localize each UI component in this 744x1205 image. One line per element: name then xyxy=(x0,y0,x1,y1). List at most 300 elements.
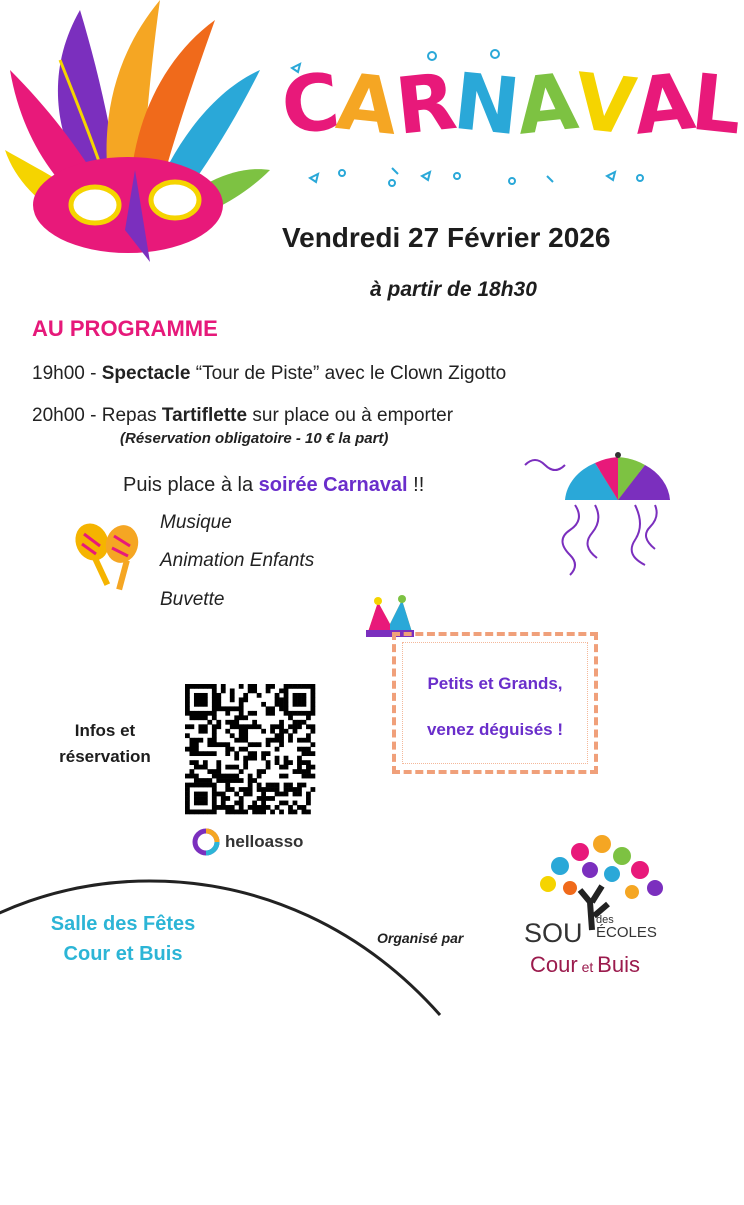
qr-module xyxy=(221,796,226,801)
qr-module xyxy=(185,796,190,801)
qr-module xyxy=(252,688,257,693)
qr-module xyxy=(306,747,311,752)
qr-module xyxy=(266,805,271,810)
qr-module xyxy=(302,720,307,725)
qr-module xyxy=(306,769,311,774)
qr-module xyxy=(234,774,239,779)
qr-module xyxy=(279,733,284,738)
qr-module xyxy=(212,774,217,779)
qr-module xyxy=(284,774,289,779)
qr-module xyxy=(243,697,248,702)
qr-module xyxy=(266,684,271,689)
qr-module xyxy=(234,778,239,783)
qr-module xyxy=(293,720,298,725)
sou-buis: Buis xyxy=(597,952,640,977)
qr-module xyxy=(257,774,262,779)
qr-module xyxy=(275,805,280,810)
qr-module xyxy=(248,756,253,761)
qr-module xyxy=(239,778,244,783)
sou-des: des xyxy=(596,914,614,926)
qr-module xyxy=(216,760,221,765)
qr-module xyxy=(302,774,307,779)
puis-highlight: soirée Carnaval xyxy=(258,474,408,496)
confetti-decoration xyxy=(282,48,682,188)
qr-module xyxy=(279,706,284,711)
qr-module xyxy=(266,688,271,693)
qr-module xyxy=(230,774,235,779)
qr-module xyxy=(207,769,212,774)
qr-module xyxy=(302,738,307,743)
qr-module xyxy=(225,765,230,770)
qr-module xyxy=(270,738,275,743)
qr-module xyxy=(257,724,262,729)
qr-module xyxy=(261,792,266,797)
qr-module xyxy=(212,738,217,743)
qr-module xyxy=(212,729,217,734)
title-letter: V xyxy=(570,57,639,153)
qr-module xyxy=(252,684,257,689)
qr-module xyxy=(225,720,230,725)
qr-module xyxy=(275,697,280,702)
event-date: Vendredi 27 Février 2026 xyxy=(282,222,611,253)
qr-module xyxy=(221,684,226,689)
qr-module xyxy=(185,747,190,752)
qr-module xyxy=(257,742,262,747)
qr-module xyxy=(212,684,217,689)
qr-module xyxy=(297,792,302,797)
qr-module xyxy=(306,684,311,689)
qr-module xyxy=(185,801,190,806)
qr-module xyxy=(239,801,244,806)
qr-module xyxy=(203,801,208,806)
qr-module xyxy=(297,769,302,774)
qr-module xyxy=(284,711,289,716)
qr-module xyxy=(194,801,199,806)
qr-module xyxy=(266,760,271,765)
sou-ecoles: ÉCOLES xyxy=(596,924,657,941)
qr-module xyxy=(288,711,293,716)
qr-module xyxy=(239,733,244,738)
qr-module xyxy=(266,796,271,801)
qr-module xyxy=(248,774,253,779)
qr-module xyxy=(306,715,311,720)
qr-module xyxy=(275,693,280,698)
bottom-curve-decoration xyxy=(0,845,440,1205)
qr-module xyxy=(270,706,275,711)
qr-module xyxy=(275,792,280,797)
qr-module xyxy=(270,729,275,734)
qr-module xyxy=(248,787,253,792)
infos-line: Infos et xyxy=(74,721,136,740)
qr-module xyxy=(297,697,302,702)
qr-module xyxy=(234,738,239,743)
qr-module xyxy=(189,751,194,756)
program-line-time: 19h00 - xyxy=(32,363,102,384)
qr-module xyxy=(194,738,199,743)
qr-module xyxy=(306,760,311,765)
qr-module xyxy=(225,778,230,783)
qr-module xyxy=(284,702,289,707)
qr-module xyxy=(225,751,230,756)
activity-item: Musique xyxy=(160,512,232,533)
program-line-bold: Spectacle xyxy=(101,363,191,384)
qr-module xyxy=(239,729,244,734)
qr-module xyxy=(221,688,226,693)
qr-module xyxy=(275,738,280,743)
qr-module xyxy=(185,733,190,738)
qr-module xyxy=(198,792,203,797)
qr-module xyxy=(225,706,230,711)
sou-et: et xyxy=(577,959,598,975)
qr-module xyxy=(203,810,208,815)
qr-module xyxy=(248,742,253,747)
qr-module xyxy=(252,756,257,761)
reservation-note: (Réservation obligatoire - 10 € la part) xyxy=(120,430,389,447)
qr-module xyxy=(275,760,280,765)
qr-module xyxy=(261,769,266,774)
qr-module xyxy=(221,742,226,747)
qr-module xyxy=(198,711,203,716)
qr-module xyxy=(185,792,190,797)
qr-module xyxy=(216,720,221,725)
qr-module xyxy=(198,724,203,729)
qr-module xyxy=(225,774,230,779)
qr-module xyxy=(198,751,203,756)
qr-module xyxy=(248,688,253,693)
qr-module xyxy=(279,697,284,702)
qr-module xyxy=(297,684,302,689)
qr-module xyxy=(302,684,307,689)
qr-module xyxy=(270,787,275,792)
qr-module xyxy=(203,765,208,770)
qr-module xyxy=(252,742,257,747)
qr-module xyxy=(212,693,217,698)
qr-module xyxy=(266,787,271,792)
qr-module xyxy=(311,729,316,734)
qr-module xyxy=(194,765,199,770)
qr-module xyxy=(239,711,244,716)
qr-module xyxy=(279,765,284,770)
qr-module xyxy=(234,715,239,720)
qr-module xyxy=(203,697,208,702)
qr-module xyxy=(279,774,284,779)
qr-module xyxy=(275,787,280,792)
qr-module xyxy=(230,733,235,738)
qr-module xyxy=(311,787,316,792)
qr-module xyxy=(306,801,311,806)
qr-module xyxy=(203,778,208,783)
qr-module xyxy=(225,729,230,734)
qr-module xyxy=(284,729,289,734)
qr-module xyxy=(216,774,221,779)
qr-module xyxy=(189,774,194,779)
qr-module xyxy=(252,778,257,783)
qr-module xyxy=(302,693,307,698)
qr-module xyxy=(279,688,284,693)
qr-module xyxy=(216,697,221,702)
qr-module xyxy=(243,738,248,743)
qr-module xyxy=(203,796,208,801)
qr-module xyxy=(216,742,221,747)
qr-module xyxy=(243,733,248,738)
qr-module xyxy=(302,805,307,810)
qr-module xyxy=(212,711,217,716)
qr-module xyxy=(275,756,280,761)
qr-module xyxy=(216,778,221,783)
qr-module xyxy=(288,787,293,792)
qr-module xyxy=(198,765,203,770)
qr-module xyxy=(279,702,284,707)
carnival-evening-line xyxy=(123,474,424,497)
qr-module xyxy=(288,805,293,810)
qr-module xyxy=(293,724,298,729)
qr-module xyxy=(212,742,217,747)
qr-module xyxy=(198,783,203,788)
qr-module xyxy=(230,720,235,725)
puis-after: !! xyxy=(407,474,425,496)
qr-module xyxy=(288,684,293,689)
qr-module xyxy=(234,765,239,770)
qr-module xyxy=(306,711,311,716)
qr-module xyxy=(212,769,217,774)
qr-module xyxy=(243,693,248,698)
qr-module xyxy=(311,693,316,698)
puis-before: Puis place à la xyxy=(123,474,259,496)
qr-module xyxy=(239,787,244,792)
qr-module xyxy=(207,810,212,815)
qr-module xyxy=(270,810,275,815)
qr-module xyxy=(203,693,208,698)
qr-module xyxy=(257,783,262,788)
qr-module xyxy=(198,729,203,734)
qr-module xyxy=(284,765,289,770)
qr-module xyxy=(194,778,199,783)
qr-module xyxy=(252,720,257,725)
qr-module xyxy=(257,693,262,698)
qr-module xyxy=(279,738,284,743)
venue-line: Salle des Fêtes xyxy=(50,913,196,935)
venue-line: Cour et Buis xyxy=(63,943,183,965)
qr-module xyxy=(198,715,203,720)
qr-module xyxy=(216,693,221,698)
qr-module xyxy=(279,742,284,747)
qr-module xyxy=(288,715,293,720)
qr-module xyxy=(239,706,244,711)
qr-module xyxy=(194,693,199,698)
qr-module xyxy=(261,751,266,756)
qr-module xyxy=(266,738,271,743)
qr-module xyxy=(311,774,316,779)
qr-module xyxy=(248,783,253,788)
qr-module xyxy=(230,765,235,770)
qr-module xyxy=(216,702,221,707)
qr-module xyxy=(266,711,271,716)
qr-module xyxy=(185,711,190,716)
qr-module xyxy=(207,778,212,783)
qr-module xyxy=(185,702,190,707)
qr-module xyxy=(203,792,208,797)
qr-module xyxy=(230,706,235,711)
qr-module xyxy=(252,751,257,756)
qr-module xyxy=(216,805,221,810)
qr-module xyxy=(311,765,316,770)
qr-module xyxy=(261,810,266,815)
qr-module xyxy=(306,738,311,743)
qr-module xyxy=(270,783,275,788)
qr-module xyxy=(252,810,257,815)
sou-des-ecoles-logo xyxy=(520,830,680,990)
qr-module xyxy=(279,792,284,797)
qr-module xyxy=(293,693,298,698)
qr-module xyxy=(212,715,217,720)
qr-module xyxy=(230,693,235,698)
qr-module xyxy=(230,688,235,693)
sou-cour: Cour xyxy=(530,952,578,977)
qr-module xyxy=(198,801,203,806)
qr-module xyxy=(266,706,271,711)
qr-module xyxy=(284,693,289,698)
qr-module xyxy=(302,697,307,702)
qr-module xyxy=(252,711,257,716)
qr-module xyxy=(261,729,266,734)
qr-module xyxy=(189,724,194,729)
qr-module xyxy=(234,801,239,806)
qr-module xyxy=(212,697,217,702)
qr-module xyxy=(234,756,239,761)
qr-module xyxy=(194,715,199,720)
qr-module xyxy=(293,801,298,806)
qr-module xyxy=(189,715,194,720)
qr-module xyxy=(297,756,302,761)
qr-module xyxy=(212,724,217,729)
costume-invitation-frame xyxy=(392,632,598,774)
qr-module xyxy=(261,805,266,810)
qr-module xyxy=(266,742,271,747)
qr-module xyxy=(198,693,203,698)
qr-module xyxy=(189,747,194,752)
qr-module xyxy=(185,693,190,698)
qr-module xyxy=(239,769,244,774)
qr-module xyxy=(284,697,289,702)
qr-module xyxy=(198,684,203,689)
qr-module xyxy=(297,805,302,810)
venue-label xyxy=(20,909,226,969)
qr-module xyxy=(306,810,311,815)
qr-code[interactable] xyxy=(185,684,315,814)
qr-module xyxy=(203,729,208,734)
qr-module xyxy=(203,711,208,716)
qr-module xyxy=(185,783,190,788)
title-letter: A xyxy=(332,57,401,153)
qr-module xyxy=(275,747,280,752)
qr-module xyxy=(203,702,208,707)
qr-module xyxy=(293,702,298,707)
qr-module xyxy=(261,702,266,707)
qr-module xyxy=(203,783,208,788)
qr-module xyxy=(198,697,203,702)
qr-module xyxy=(207,720,212,725)
qr-module xyxy=(257,810,262,815)
qr-module xyxy=(212,810,217,815)
qr-module xyxy=(225,805,230,810)
qr-module xyxy=(270,724,275,729)
qr-module xyxy=(284,688,289,693)
qr-module xyxy=(230,697,235,702)
qr-module xyxy=(230,747,235,752)
title-letter: A xyxy=(512,57,580,153)
qr-module xyxy=(266,765,271,770)
qr-module xyxy=(185,706,190,711)
qr-module xyxy=(216,769,221,774)
qr-module xyxy=(185,787,190,792)
carnival-mask-illustration xyxy=(0,0,275,275)
qr-module xyxy=(239,684,244,689)
qr-module xyxy=(270,711,275,716)
qr-module xyxy=(185,697,190,702)
qr-module xyxy=(225,783,230,788)
qr-module xyxy=(185,774,190,779)
helloasso-text: helloasso xyxy=(225,832,304,851)
qr-module xyxy=(194,684,199,689)
qr-module xyxy=(243,787,248,792)
qr-module xyxy=(302,702,307,707)
qr-module xyxy=(212,751,217,756)
qr-module xyxy=(198,810,203,815)
qr-module xyxy=(194,711,199,716)
qr-module xyxy=(194,760,199,765)
title-letter: R xyxy=(391,57,459,153)
qr-module xyxy=(311,697,316,702)
qr-module xyxy=(212,702,217,707)
qr-module xyxy=(198,702,203,707)
qr-module xyxy=(203,724,208,729)
qr-module xyxy=(203,760,208,765)
qr-module xyxy=(221,778,226,783)
organised-by-label: Organisé par xyxy=(377,930,464,946)
qr-module xyxy=(261,796,266,801)
qr-module xyxy=(239,724,244,729)
qr-module xyxy=(234,751,239,756)
qr-module xyxy=(225,747,230,752)
qr-module xyxy=(194,783,199,788)
qr-module xyxy=(284,760,289,765)
qr-module xyxy=(185,805,190,810)
qr-module xyxy=(311,702,316,707)
qr-module xyxy=(239,805,244,810)
maracas-icon xyxy=(70,522,150,594)
qr-module xyxy=(225,810,230,815)
qr-module xyxy=(216,706,221,711)
qr-module xyxy=(306,765,311,770)
qr-module xyxy=(239,747,244,752)
qr-module xyxy=(194,792,199,797)
qr-module xyxy=(212,805,217,810)
program-line-bold: Tartiflette xyxy=(161,405,248,426)
qr-module xyxy=(302,769,307,774)
qr-module xyxy=(189,769,194,774)
qr-module xyxy=(284,801,289,806)
qr-module xyxy=(221,792,226,797)
qr-module xyxy=(221,805,226,810)
qr-module xyxy=(212,706,217,711)
qr-module xyxy=(257,787,262,792)
qr-module xyxy=(243,747,248,752)
qr-module xyxy=(207,742,212,747)
qr-module xyxy=(293,729,298,734)
qr-module xyxy=(306,774,311,779)
qr-module xyxy=(248,724,253,729)
qr-module xyxy=(207,751,212,756)
